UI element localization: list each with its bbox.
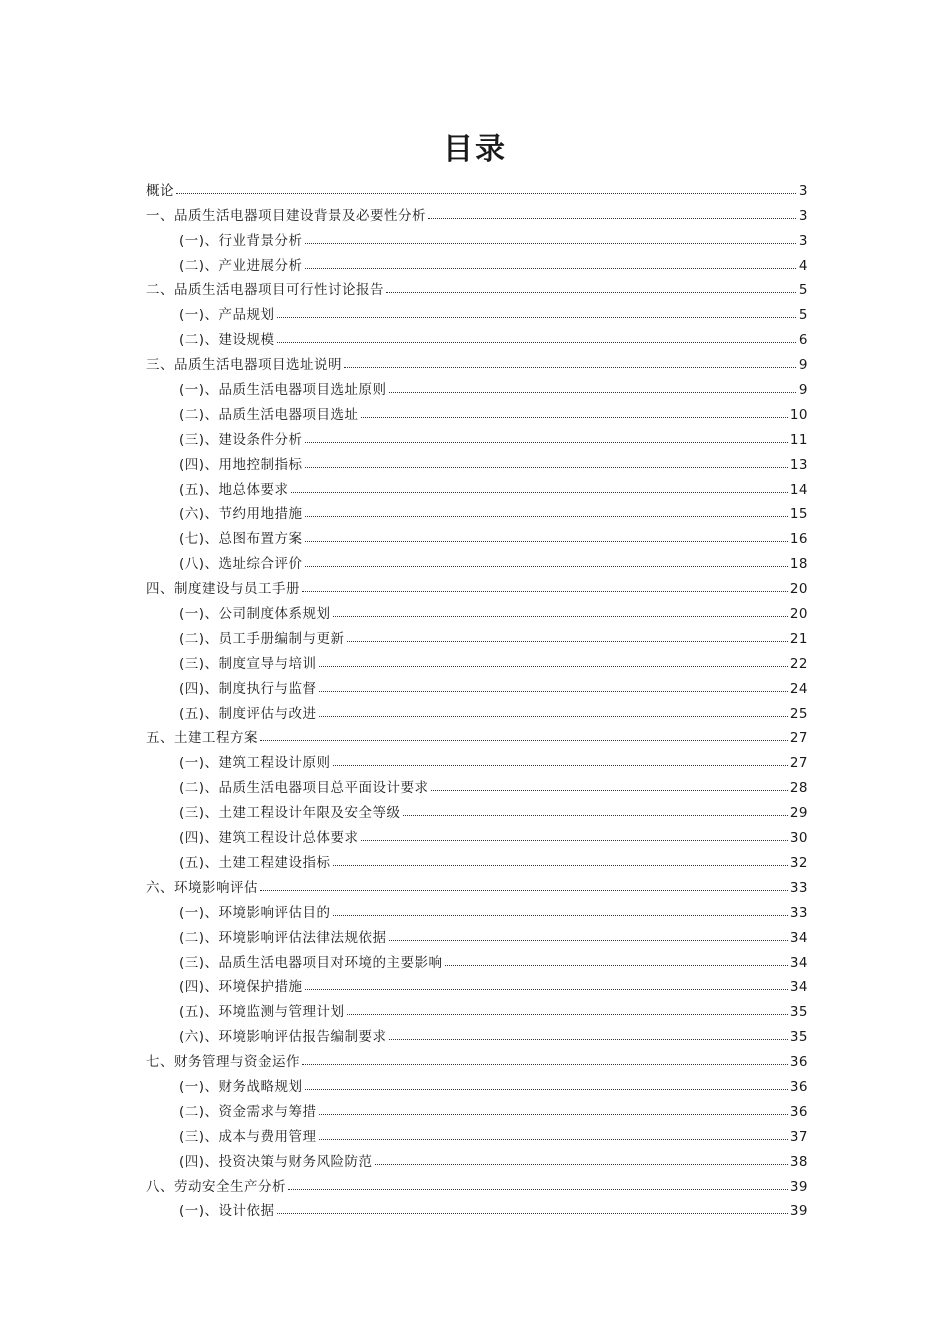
dot-leader xyxy=(431,790,788,791)
toc-entry-page: 33 xyxy=(789,879,808,896)
dot-leader xyxy=(302,591,788,592)
dot-leader xyxy=(347,641,788,642)
toc-subentry[interactable] xyxy=(146,498,808,523)
toc-entry-label: (五)、环境监测与管理计划 xyxy=(179,1004,345,1021)
toc-entry-page: 27 xyxy=(789,730,808,747)
toc-entry-page: 3 xyxy=(798,182,808,199)
toc-entry-page: 5 xyxy=(798,307,808,324)
toc-entry-label: (六)、节约用地措施 xyxy=(179,506,303,523)
toc-entry-label: 一、品质生活电器项目建设背景及必要性分析 xyxy=(146,207,426,224)
dot-leader xyxy=(375,1164,788,1165)
toc-entry-label: (二)、品质生活电器项目总平面设计要求 xyxy=(179,780,429,797)
toc-subentry[interactable] xyxy=(146,622,808,647)
toc-entry-label: (四)、环境保护措施 xyxy=(179,979,303,996)
toc-entry-page: 38 xyxy=(789,1153,808,1170)
toc-subentry[interactable] xyxy=(146,946,808,971)
toc-subentry[interactable] xyxy=(146,249,808,274)
dot-leader xyxy=(176,193,796,194)
dot-leader xyxy=(291,492,788,493)
toc-subentry[interactable] xyxy=(146,1020,808,1045)
dot-leader xyxy=(333,616,788,617)
toc-entry-page: 5 xyxy=(798,282,808,299)
toc-subentry[interactable] xyxy=(146,398,808,423)
toc-subentry[interactable] xyxy=(146,672,808,697)
toc-entry-label: (三)、制度宣导与培训 xyxy=(179,655,317,672)
toc-entry-label: (三)、土建工程设计年限及安全等级 xyxy=(179,805,401,822)
toc-subentry[interactable] xyxy=(146,697,808,722)
toc-entry-label: 三、品质生活电器项目选址说明 xyxy=(146,357,342,374)
toc-subentry[interactable] xyxy=(146,921,808,946)
toc-entry[interactable] xyxy=(146,274,808,299)
toc-entry-page: 18 xyxy=(789,556,808,573)
toc-list xyxy=(146,174,808,1219)
toc-entry-label: (五)、制度评估与改进 xyxy=(179,705,317,722)
toc-entry-page: 10 xyxy=(789,406,808,423)
toc-entry-label: (三)、成本与费用管理 xyxy=(179,1128,317,1145)
toc-entry-label: (二)、资金需求与筹措 xyxy=(179,1103,317,1120)
toc-entry-label: (七)、总图布置方案 xyxy=(179,531,303,548)
dot-leader xyxy=(305,243,796,244)
toc-entry-label: 四、制度建设与员工手册 xyxy=(146,581,300,598)
toc-entry-label: (一)、行业背景分析 xyxy=(179,232,303,249)
toc-entry-page: 39 xyxy=(789,1178,808,1195)
toc-entry[interactable] xyxy=(146,174,808,199)
dot-leader xyxy=(305,467,788,468)
toc-title: 目录 xyxy=(443,132,507,167)
dot-leader xyxy=(389,392,796,393)
toc-entry-label: 五、土建工程方案 xyxy=(146,730,258,747)
toc-subentry[interactable] xyxy=(146,522,808,547)
dot-leader xyxy=(386,292,796,293)
toc-entry-page: 14 xyxy=(789,481,808,498)
toc-entry-label: 七、财务管理与资金运作 xyxy=(146,1054,300,1071)
toc-entry-page: 9 xyxy=(798,382,808,399)
toc-entry-label: (五)、地总体要求 xyxy=(179,481,289,498)
toc-entry[interactable] xyxy=(146,871,808,896)
toc-entry[interactable] xyxy=(146,572,808,597)
dot-leader xyxy=(333,865,788,866)
dot-leader xyxy=(319,1114,788,1115)
toc-subentry[interactable] xyxy=(146,448,808,473)
dot-leader xyxy=(305,442,788,443)
dot-leader xyxy=(445,965,788,966)
toc-entry-label: (六)、环境影响评估报告编制要求 xyxy=(179,1029,387,1046)
dot-leader xyxy=(288,1189,788,1190)
toc-entry-page: 37 xyxy=(789,1128,808,1145)
dot-leader xyxy=(319,691,788,692)
toc-entry-page: 35 xyxy=(789,1004,808,1021)
toc-entry[interactable] xyxy=(146,722,808,747)
dot-leader xyxy=(277,342,796,343)
toc-subentry[interactable] xyxy=(146,971,808,996)
toc-subentry[interactable] xyxy=(146,846,808,871)
toc-entry[interactable] xyxy=(146,1170,808,1195)
dot-leader xyxy=(305,268,796,269)
dot-leader xyxy=(277,317,796,318)
dot-leader xyxy=(347,1014,788,1015)
dot-leader xyxy=(305,541,788,542)
toc-entry-page: 36 xyxy=(789,1103,808,1120)
dot-leader xyxy=(319,1139,788,1140)
dot-leader xyxy=(305,566,788,567)
dot-leader xyxy=(333,915,788,916)
toc-entry-label: (二)、品质生活电器项目选址 xyxy=(179,406,359,423)
toc-entry-page: 3 xyxy=(798,232,808,249)
toc-subentry[interactable] xyxy=(146,821,808,846)
toc-entry-label: (四)、制度执行与监督 xyxy=(179,680,317,697)
toc-entry-page: 20 xyxy=(789,581,808,598)
dot-leader xyxy=(389,1039,788,1040)
toc-entry-page: 21 xyxy=(789,630,808,647)
toc-entry-label: (三)、品质生活电器项目对环境的主要影响 xyxy=(179,954,443,971)
toc-entry-page: 16 xyxy=(789,531,808,548)
dot-leader xyxy=(344,367,796,368)
toc-subentry[interactable] xyxy=(146,1120,808,1145)
dot-leader xyxy=(319,716,788,717)
toc-entry-label: 二、品质生活电器项目可行性讨论报告 xyxy=(146,282,384,299)
dot-leader xyxy=(277,1213,788,1214)
toc-entry-page: 9 xyxy=(798,357,808,374)
toc-entry-page: 30 xyxy=(789,830,808,847)
toc-subentry[interactable] xyxy=(146,896,808,921)
toc-subentry[interactable] xyxy=(146,298,808,323)
toc-subentry[interactable] xyxy=(146,796,808,821)
toc-entry-page: 11 xyxy=(789,431,808,448)
dot-leader xyxy=(403,815,788,816)
toc-subentry[interactable] xyxy=(146,746,808,771)
toc-entry-page: 4 xyxy=(798,257,808,274)
toc-entry-label: (五)、土建工程建设指标 xyxy=(179,854,331,871)
toc-subentry[interactable] xyxy=(146,547,808,572)
toc-subentry[interactable] xyxy=(146,597,808,622)
toc-entry-label: (二)、员工手册编制与更新 xyxy=(179,630,345,647)
toc-entry-label: 概论 xyxy=(146,182,174,199)
toc-subentry[interactable] xyxy=(146,323,808,348)
toc-entry-label: (二)、建设规模 xyxy=(179,332,275,349)
toc-entry-page: 36 xyxy=(789,1078,808,1095)
toc-entry-label: (一)、建筑工程设计原则 xyxy=(179,755,331,772)
toc-subentry[interactable] xyxy=(146,423,808,448)
toc-entry-page: 32 xyxy=(789,854,808,871)
toc-entry-page: 36 xyxy=(789,1054,808,1071)
toc-entry-page: 6 xyxy=(798,332,808,349)
toc-entry-page: 39 xyxy=(789,1203,808,1220)
toc-subentry[interactable] xyxy=(146,995,808,1020)
dot-leader xyxy=(319,666,788,667)
toc-entry-label: (一)、公司制度体系规划 xyxy=(179,606,331,623)
toc-entry-page: 29 xyxy=(789,805,808,822)
dot-leader xyxy=(361,840,788,841)
toc-subentry[interactable] xyxy=(146,1070,808,1095)
dot-leader xyxy=(302,1064,788,1065)
toc-subentry[interactable] xyxy=(146,771,808,796)
toc-entry-page: 24 xyxy=(789,680,808,697)
toc-entry-page: 20 xyxy=(789,606,808,623)
dot-leader xyxy=(361,417,788,418)
dot-leader xyxy=(333,765,788,766)
toc-entry-page: 25 xyxy=(789,705,808,722)
dot-leader xyxy=(260,890,788,891)
toc-entry-label: (三)、建设条件分析 xyxy=(179,431,303,448)
toc-entry-label: (四)、建筑工程设计总体要求 xyxy=(179,830,359,847)
toc-entry-page: 33 xyxy=(789,904,808,921)
dot-leader xyxy=(428,218,796,219)
toc-entry-label: 八、劳动安全生产分析 xyxy=(146,1178,286,1195)
toc-entry-page: 34 xyxy=(789,954,808,971)
toc-entry-label: 六、环境影响评估 xyxy=(146,879,258,896)
dot-leader xyxy=(305,1089,788,1090)
toc-entry[interactable] xyxy=(146,199,808,224)
toc-subentry[interactable] xyxy=(146,1195,808,1220)
toc-entry-label: (二)、环境影响评估法律法规依据 xyxy=(179,929,387,946)
toc-entry-page: 27 xyxy=(789,755,808,772)
toc-entry-label: (四)、投资决策与财务风险防范 xyxy=(179,1153,373,1170)
toc-entry-label: (二)、产业进展分析 xyxy=(179,257,303,274)
toc-entry-page: 28 xyxy=(789,780,808,797)
toc-entry-page: 34 xyxy=(789,929,808,946)
dot-leader xyxy=(389,940,788,941)
dot-leader xyxy=(260,740,788,741)
dot-leader xyxy=(305,989,788,990)
toc-entry-page: 3 xyxy=(798,207,808,224)
toc-subentry[interactable] xyxy=(146,1145,808,1170)
toc-entry-page: 35 xyxy=(789,1029,808,1046)
toc-entry-label: (一)、财务战略规划 xyxy=(179,1078,303,1095)
toc-subentry[interactable] xyxy=(146,647,808,672)
toc-entry-label: (一)、品质生活电器项目选址原则 xyxy=(179,382,387,399)
toc-subentry[interactable] xyxy=(146,1095,808,1120)
toc-entry-label: (一)、环境影响评估目的 xyxy=(179,904,331,921)
toc-subentry[interactable] xyxy=(146,373,808,398)
toc-entry-label: (一)、设计依据 xyxy=(179,1203,275,1220)
toc-entry-label: (八)、选址综合评价 xyxy=(179,556,303,573)
toc-entry-page: 22 xyxy=(789,655,808,672)
toc-entry-page: 13 xyxy=(789,456,808,473)
toc-entry-page: 15 xyxy=(789,506,808,523)
toc-entry-page: 34 xyxy=(789,979,808,996)
toc-subentry[interactable] xyxy=(146,224,808,249)
toc-entry[interactable] xyxy=(146,1045,808,1070)
dot-leader xyxy=(305,516,788,517)
toc-entry-label: (四)、用地控制指标 xyxy=(179,456,303,473)
toc-entry-label: (一)、产品规划 xyxy=(179,307,275,324)
toc-entry[interactable] xyxy=(146,348,808,373)
toc-subentry[interactable] xyxy=(146,473,808,498)
